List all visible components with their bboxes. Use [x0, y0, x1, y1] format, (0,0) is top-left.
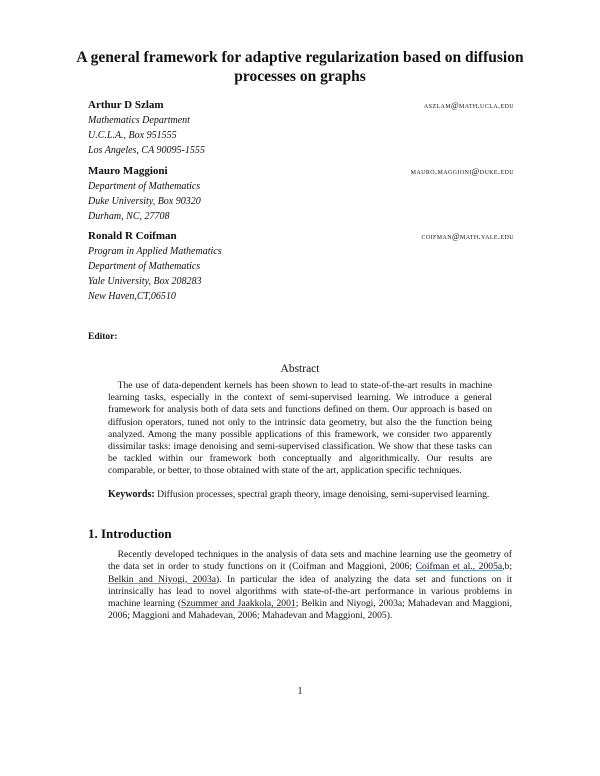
author-affiliation-line: Department of Mathematics — [88, 261, 201, 272]
author-email: aszlam@math.ucla.edu — [423, 101, 514, 110]
keywords-label: Keywords: — [108, 489, 155, 500]
author-affiliation-line: Mathematics Department — [88, 115, 190, 126]
abstract-text: The use of data-dependent kernels has been shown to lead to state-of-the-art results in machine learning tasks, especially in the context of semi-supervised learning. We introduce a general framework for analysis both of data sets and functions defined on them. Our approach is based on diffusion operators, tuned not only to the intrinsic data geometry, but also the the function being analyzed. Among the many possible applications of this framework, we consider two apparently dissimilar tasks: image denoising and semi-supervised classification. We show that these tasks can be tackled within our framework both conceptually and algorithmically. Our results are comparable, or better, to those obtained with state of the art, application specific techniques. — [108, 380, 492, 477]
keywords-text: Diffusion processes, spectral graph theory, image denoising, semi-supervised learning. — [157, 489, 490, 500]
author-email: coifman@math.yale.edu — [421, 232, 514, 241]
paper-title: A general framework for adaptive regularization based on diffusion processes on graphs — [76, 49, 524, 85]
author-block-3 — [88, 229, 514, 304]
section-heading: 1. Introduction — [88, 526, 172, 541]
author-block-1 — [88, 98, 514, 158]
author-email: mauro.maggioni@duke.edu — [410, 167, 514, 176]
author-affiliation-line: Duke University, Box 90320 — [88, 196, 201, 207]
author-affiliation-line: U.C.L.A., Box 951555 — [88, 130, 177, 141]
author-affiliation-line: Durham, NC, 27708 — [88, 211, 170, 222]
citation-link[interactable]: Szummer and Jaakkola, 2001 — [181, 598, 296, 610]
author-name: Arthur D Szlam — [88, 99, 164, 111]
citation-link[interactable]: Belkin and Niyogi, 2003a — [108, 573, 217, 585]
citation-link[interactable]: Coifman et al., 2005a — [415, 561, 503, 573]
author-affiliation-line: Los Angeles, CA 90095-1555 — [88, 145, 205, 156]
editor-label: Editor: — [88, 332, 118, 342]
keywords — [108, 489, 492, 501]
author-affiliation-line: New Haven,CT,06510 — [88, 291, 176, 302]
page-number: 1 — [297, 686, 303, 697]
author-block-2 — [88, 164, 514, 224]
author-name: Mauro Maggioni — [88, 165, 168, 177]
introduction-paragraph: Recently developed techniques in the analysis of data sets and machine learning use the geometry of the data set in order to study functions on it (Coifman and Maggioni, 2006; Coifman et al., 2005a,b; Belkin and Niyogi, 2003a). In particular the idea of analyzing the data set and functions on it intrinsically has lead to novel algorithms with state-of-the-art performance in various problems in machine learning (Szummer and Jaakkola, 2001; Belkin and Niyogi, 2003a; Mahadevan and Maggioni, 2006; Maggioni and Mahadevan, 2006; Mahadevan and Maggioni, 2005). — [108, 549, 513, 622]
author-name: Ronald R Coifman — [88, 230, 177, 242]
abstract-heading: Abstract — [280, 363, 320, 375]
author-affiliation-line: Program in Applied Mathematics — [88, 246, 222, 257]
author-affiliation-line: Yale University, Box 208283 — [88, 276, 202, 287]
author-affiliation-line: Department of Mathematics — [88, 181, 201, 192]
